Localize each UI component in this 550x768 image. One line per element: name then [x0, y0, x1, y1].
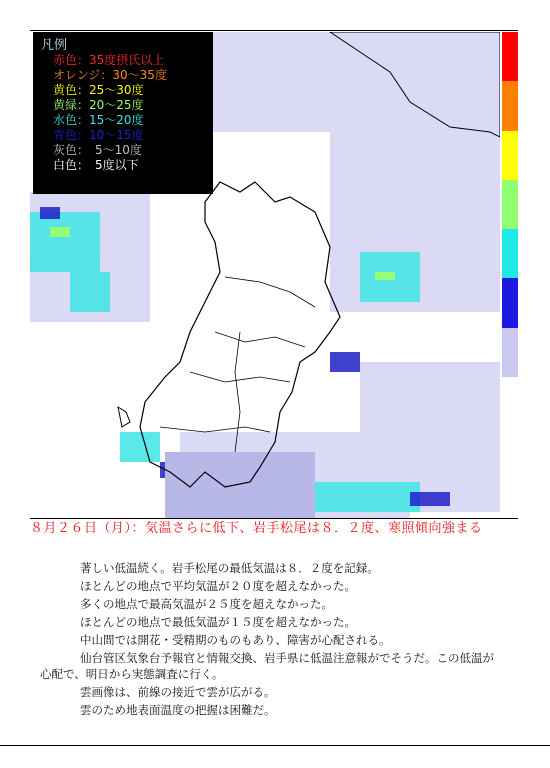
colorbar-swatch-cyan — [502, 229, 518, 278]
paragraph-8: 雲のため地表面温度の把握は困難だ。 — [80, 703, 276, 717]
colorbar-swatch-lavender — [502, 328, 518, 377]
legend-item-cyan: 水色：15～20度 — [53, 113, 144, 127]
color-scale-bar — [502, 32, 518, 377]
bottom-rule — [0, 745, 550, 746]
paragraph-7: 雲画像は、前線の接近で雲が広がる。 — [80, 685, 276, 699]
paragraph-2: ほとんどの地点で平均気温が２０度を超えなかった。 — [80, 579, 356, 593]
paragraph-1: 著しい低温続く。岩手松尾の最低気温は８．２度を記録。 — [80, 561, 379, 575]
legend-title: 凡例 — [41, 38, 68, 53]
top-rule — [30, 30, 518, 31]
paragraph-4: ほとんどの地点で最低気温が１５度を超えなかった。 — [80, 615, 356, 629]
colorbar-swatch-red — [502, 32, 518, 81]
colorbar-swatch-yellowgreen — [502, 180, 518, 229]
paragraph-5: 中山間では開花・受精期のものもあり、障害が心配される。 — [80, 633, 391, 647]
legend-item-red: 赤色：35度摂氏以上 — [53, 53, 165, 67]
colorbar-swatch-blue — [502, 278, 518, 327]
colorbar-swatch-orange — [502, 81, 518, 130]
legend-box — [33, 32, 213, 194]
paragraph-3: 多くの地点で最高気温が２５度を超えなかった。 — [80, 597, 333, 611]
legend-item-orange: オレンジ：30～35度 — [53, 68, 167, 82]
report-body — [40, 560, 500, 720]
map-bottom-rule — [30, 518, 518, 519]
legend-item-yellow: 黄色：25～30度 — [53, 83, 144, 97]
headline: ８月２６日（月）：気温さらに低下、岩手松尾は８．２度、寒照傾向強まる — [30, 521, 483, 536]
legend-item-gray: 灰色： 5～10度 — [53, 143, 142, 157]
legend-item-blue: 青色：10～15度 — [53, 128, 144, 142]
legend-item-white: 白色： 5度以下 — [53, 158, 139, 172]
paragraph-6: 仙台管区気象台予報官と情報交換、岩手県に低温注意報がでそうだ。この低温が心配で、明日から実態調査に行く。 — [40, 651, 494, 681]
legend-item-yellowgreen: 黄緑：20～25度 — [53, 98, 144, 112]
colorbar-swatch-yellow — [502, 131, 518, 180]
